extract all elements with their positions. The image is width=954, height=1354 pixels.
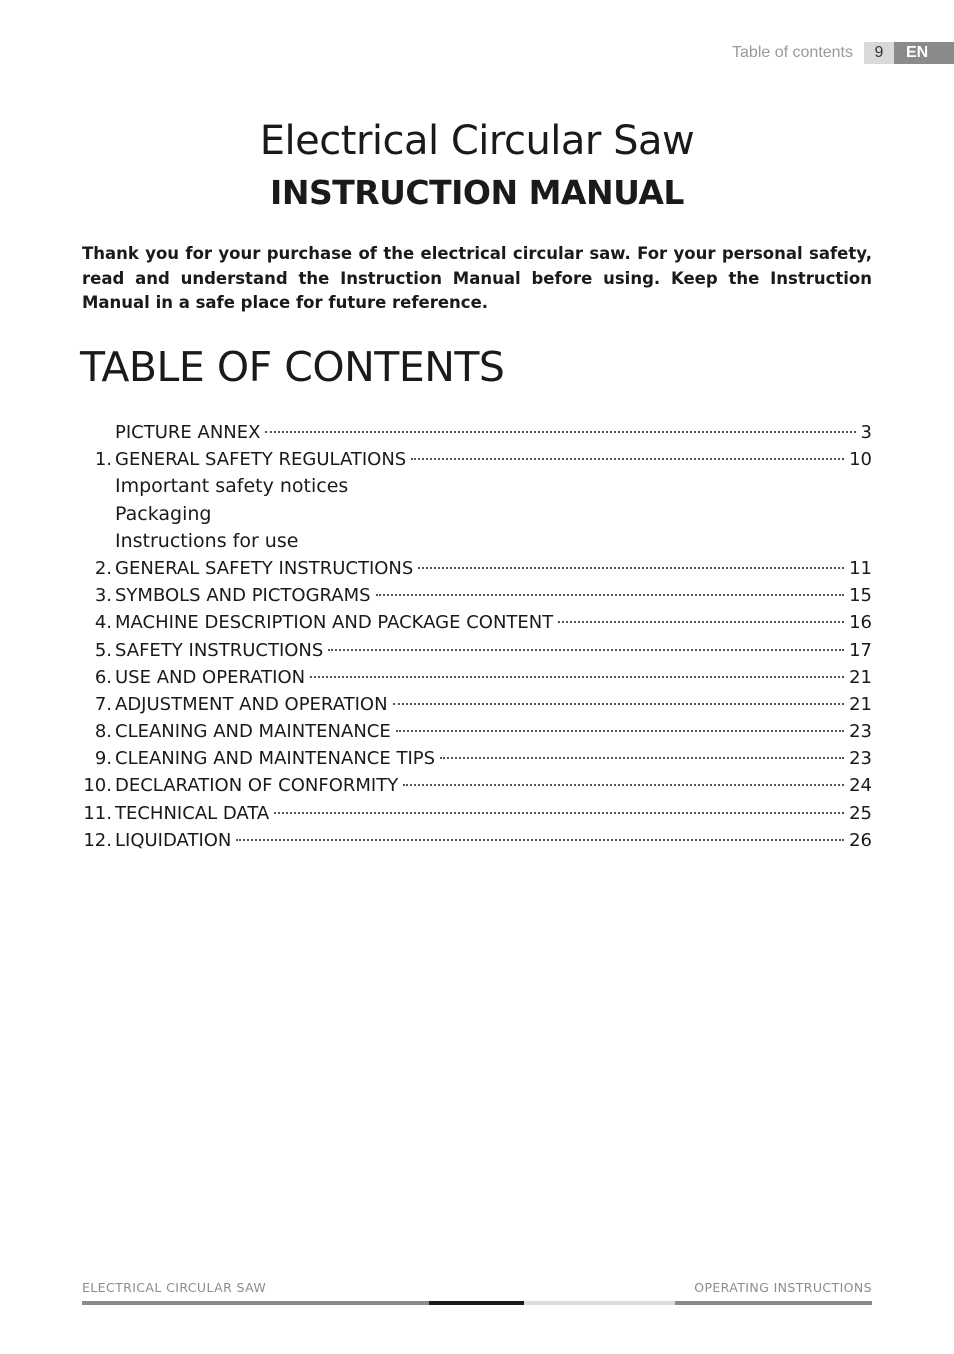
toc-entry — [82, 718, 872, 745]
toc-entry-number: 1. — [94, 449, 112, 471]
footer-rule-segment — [82, 1301, 429, 1305]
toc-dot-leader — [403, 783, 844, 786]
toc-subentry — [82, 501, 872, 528]
table-of-contents — [82, 419, 872, 854]
toc-entry-number: 8. — [94, 721, 112, 743]
toc-entry — [82, 419, 872, 446]
toc-entry-number: 10. — [83, 775, 112, 797]
toc-entry-page: 25 — [849, 802, 872, 824]
header-page-number: 9 — [864, 42, 894, 64]
toc-entry-title: USE AND OPERATION — [115, 666, 306, 688]
toc-entry-number: 11. — [83, 802, 112, 824]
toc-entry-page: 11 — [849, 557, 872, 579]
toc-entry — [82, 609, 872, 636]
toc-entry-title: CLEANING AND MAINTENANCE TIPS — [115, 748, 436, 770]
toc-entry-title: Packaging — [115, 502, 212, 525]
toc-entry-number: 3. — [94, 585, 112, 607]
toc-entry-number: 2. — [94, 557, 112, 579]
toc-entry-title: GENERAL SAFETY REGULATIONS — [115, 449, 407, 471]
toc-dot-leader — [393, 702, 845, 705]
toc-entry-title: DECLARATION OF CONFORMITY — [115, 775, 399, 797]
toc-entry-number: 12. — [83, 829, 112, 851]
document-subtitle: INSTRUCTION MANUAL — [270, 173, 684, 212]
toc-entry-page: 23 — [849, 721, 872, 743]
toc-dot-leader — [440, 756, 844, 759]
toc-entry-title: SAFETY INSTRUCTIONS — [115, 639, 324, 661]
footer-rule-segment — [524, 1301, 675, 1305]
toc-entry — [82, 637, 872, 664]
toc-subentry — [82, 528, 872, 555]
toc-dot-leader — [558, 620, 844, 623]
toc-dot-leader — [236, 838, 844, 841]
toc-entry-title: TECHNICAL DATA — [115, 802, 270, 824]
toc-entry-page: 21 — [849, 693, 872, 715]
toc-dot-leader — [274, 811, 844, 814]
toc-entry-page: 15 — [849, 585, 872, 607]
document-title: Electrical Circular Saw — [259, 118, 695, 164]
toc-dot-leader — [396, 729, 844, 732]
toc-entry — [82, 772, 872, 799]
toc-dot-leader — [328, 648, 844, 651]
toc-dot-leader — [310, 675, 844, 678]
toc-entry-page: 16 — [849, 612, 872, 634]
footer-left-label: ELECTRICAL CIRCULAR SAW — [82, 1280, 267, 1295]
toc-entry — [82, 745, 872, 772]
toc-dot-leader — [418, 566, 844, 569]
header-language-tab: EN — [894, 42, 954, 64]
toc-entry-title: MACHINE DESCRIPTION AND PACKAGE CONTENT — [115, 612, 554, 634]
toc-entry-page: 26 — [849, 829, 872, 851]
toc-entry-page: 21 — [849, 666, 872, 688]
toc-entry — [82, 446, 872, 473]
toc-entry-number: 7. — [94, 693, 112, 715]
toc-dot-leader — [376, 593, 845, 596]
toc-entry-title: ADJUSTMENT AND OPERATION — [115, 693, 388, 715]
intro-paragraph: Thank you for your purchase of the electrical circular saw. For your personal safety, read and understand the Instruction Manual before using. Keep the Instruction Manual in a safe place for future reference. — [82, 244, 872, 312]
toc-entry-number: 5. — [94, 639, 112, 661]
toc-dot-leader — [265, 430, 855, 433]
toc-entry-title: LIQUIDATION — [115, 829, 232, 851]
toc-entry-title: GENERAL SAFETY INSTRUCTIONS — [115, 557, 414, 579]
footer-right-label: OPERATING INSTRUCTIONS — [694, 1280, 872, 1295]
toc-entry — [82, 827, 872, 854]
toc-entry-page: 17 — [849, 639, 872, 661]
toc-entry-number: 9. — [94, 748, 112, 770]
toc-heading: TABLE OF CONTENTS — [80, 343, 505, 391]
toc-entry-page: 24 — [849, 775, 872, 797]
toc-entry-page: 23 — [849, 748, 872, 770]
header-section-label: Table of contents — [732, 44, 853, 61]
toc-entry — [82, 582, 872, 609]
toc-entry-number: 6. — [94, 666, 112, 688]
toc-subentry — [82, 473, 872, 500]
footer-rule-segment — [429, 1301, 524, 1305]
toc-entry-page: 10 — [849, 449, 872, 471]
toc-entry-page: 3 — [860, 422, 872, 443]
toc-entry — [82, 664, 872, 691]
toc-entry — [82, 555, 872, 582]
toc-entry — [82, 691, 872, 718]
toc-entry-title: PICTURE ANNEX — [115, 422, 261, 443]
toc-entry-title: CLEANING AND MAINTENANCE — [115, 721, 391, 743]
toc-entry-title: Instructions for use — [115, 529, 299, 552]
toc-entry-title: Important safety notices — [115, 475, 349, 498]
footer-rule-segment — [675, 1301, 872, 1305]
toc-dot-leader — [411, 457, 844, 460]
toc-entry-number: 4. — [94, 612, 112, 634]
toc-entry-title: SYMBOLS AND PICTOGRAMS — [115, 585, 371, 607]
toc-entry — [82, 800, 872, 827]
